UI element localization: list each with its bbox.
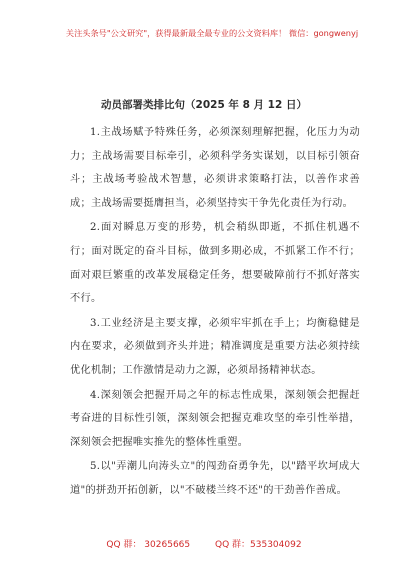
paragraph-3: 3.工业经济是主要支撑，必须牢牢抓在手上；均衡稳健是内在要求，必须做到齐头并进；精准调度是重要方法必须持续优化机制；工作激情是动力之源，必须昂扬精神状态。 (70, 317, 360, 376)
header-banner: 关注头条号"公文研究"，获得最新最全最专业的公文资料库！ 微信：gongwenyj (65, 28, 359, 38)
paragraph-5: 5.以"弄潮儿向涛头立"的闯劲奋勇争先，以"踏平坎坷成大道"的拼劲开拓创新，以"不破楼兰终不还"的干劲善作善成。 (70, 461, 360, 496)
qq-group-1: QQ 群： 30265665 (106, 540, 191, 550)
document-title: 动员部署类排比句（2025 年 8 月 12 日） (101, 99, 307, 111)
paragraph-2: 2.面对瞬息万变的形势，机会稍纵即逝，不抓住机遇不行；面对既定的奋斗目标，做到多期必成，不抓紧工作不行；面对艰巨繁重的改革发展稳定任务，想要破障前行不抓好落实不行。 (70, 222, 360, 305)
document-body (70, 121, 360, 503)
footer-qq-groups (0, 537, 408, 550)
paragraph-4: 4.深刻领会把握开局之年的标志性成果，深刻领会把握赶考奋进的目标性引领，深刻领会把握克难攻坚的牵引性举措，深刻领会把握唯实推先的整体性重塑。 (70, 389, 360, 448)
paragraph-1: 1.主战场赋予特殊任务，必须深刻理解把握，化压力为动力；主战场需要目标牵引，必须科学务实谋划，以目标引领奋斗；主战场考验战术智慧，必须讲求策略打法，以善作求善成；主战场需要挺膺担当，必须坚持实干争先化责任为行动。 (70, 127, 360, 209)
qq-group-2: QQ 群：535304092 (215, 540, 302, 550)
